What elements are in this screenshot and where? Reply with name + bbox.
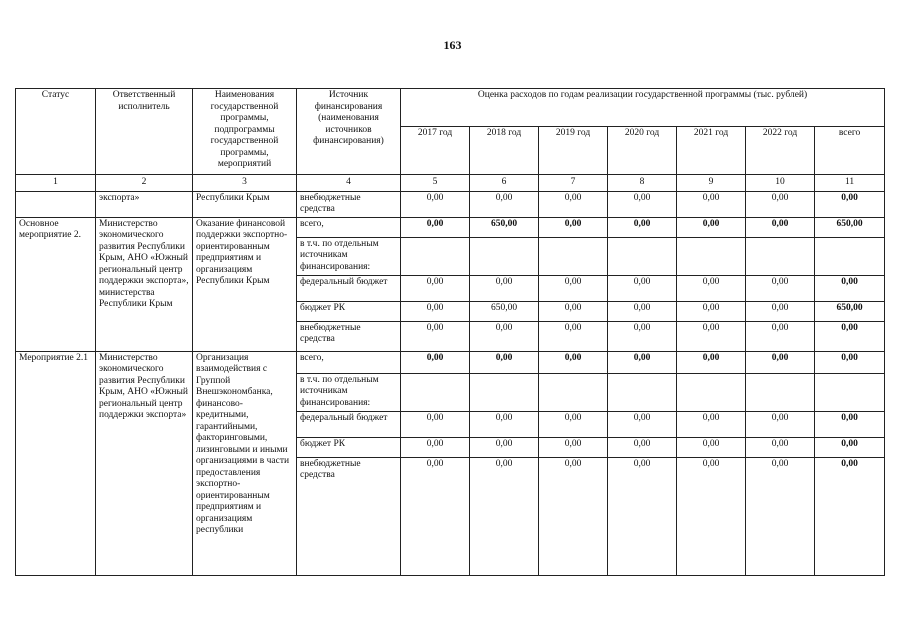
value-cell: 0,00 [401,411,470,437]
value-cell: 0,00 [539,275,608,301]
value-cell: 0,00 [746,351,815,373]
value-cell: 0,00 [401,191,470,217]
value-cell: 0,00 [608,457,677,575]
column-index: 9 [677,175,746,192]
value-cell: 0,00 [677,275,746,301]
value-cell: 0,00 [470,321,539,351]
value-cell: 0,00 [539,191,608,217]
value-cell: 650,00 [470,217,539,237]
value-cell: 0,00 [470,457,539,575]
source-cell: бюджет РК [297,301,401,321]
value-cell: 0,00 [470,275,539,301]
cont-source: внебюджетные средства [297,191,401,217]
value-cell: 0,00 [746,301,815,321]
value-cell: 0,00 [815,351,885,373]
header-source: Источник финансирования (наименования источников финансирования) [297,89,401,175]
value-cell [746,373,815,411]
value-cell: 0,00 [746,457,815,575]
value-cell: 0,00 [608,301,677,321]
value-cell: 0,00 [677,301,746,321]
source-cell: всего, [297,217,401,237]
year-header: 2020 год [608,127,677,175]
header-status: Статус [16,89,96,175]
value-cell: 650,00 [470,301,539,321]
value-cell: 0,00 [608,275,677,301]
value-cell [401,237,470,275]
value-cell: 0,00 [539,321,608,351]
value-cell: 0,00 [746,437,815,457]
year-header: всего [815,127,885,175]
value-cell: 0,00 [608,217,677,237]
value-cell: 0,00 [746,275,815,301]
value-cell [815,237,885,275]
value-cell: 0,00 [815,321,885,351]
value-cell: 0,00 [539,437,608,457]
value-cell: 0,00 [470,411,539,437]
value-cell [815,373,885,411]
value-cell: 0,00 [539,351,608,373]
value-cell [608,373,677,411]
year-header: 2018 год [470,127,539,175]
column-index: 8 [608,175,677,192]
header-executor: Ответственный исполнитель [96,89,193,175]
value-cell: 0,00 [815,411,885,437]
page-number: 163 [443,38,462,52]
value-cell: 650,00 [815,301,885,321]
source-cell: внебюджетные средства [297,457,401,575]
value-cell: 0,00 [470,437,539,457]
value-cell: 0,00 [677,437,746,457]
cont-executor: экспорта» [96,191,193,217]
value-cell: 0,00 [746,321,815,351]
year-header: 2017 год [401,127,470,175]
value-cell: 0,00 [815,275,885,301]
column-index: 7 [539,175,608,192]
value-cell: 0,00 [815,191,885,217]
block1-executor: Министерство экономического развития Республики Крым, АНО «Южный региональный центр поддержки экспорта», министерства Республики Крым [96,217,193,351]
year-header: 2021 год [677,127,746,175]
cont-status [16,191,96,217]
value-cell: 0,00 [608,351,677,373]
value-cell: 0,00 [746,191,815,217]
value-cell: 0,00 [677,217,746,237]
value-cell: 0,00 [470,191,539,217]
value-cell: 0,00 [746,411,815,437]
source-cell: федеральный бюджет [297,275,401,301]
block1-status: Основное мероприятие 2. [16,217,96,351]
value-cell [539,373,608,411]
value-cell: 650,00 [815,217,885,237]
value-cell: 0,00 [608,321,677,351]
value-cell: 0,00 [539,217,608,237]
value-cell: 0,00 [470,351,539,373]
value-cell: 0,00 [677,191,746,217]
value-cell [608,237,677,275]
value-cell: 0,00 [815,457,885,575]
value-cell: 0,00 [608,191,677,217]
value-cell: 0,00 [539,411,608,437]
value-cell [746,237,815,275]
table-row [16,351,885,373]
value-cell: 0,00 [815,437,885,457]
value-cell: 0,00 [677,321,746,351]
value-cell: 0,00 [401,217,470,237]
block2-executor: Министерство экономического развития Республики Крым, АНО «Южный региональный центр поддержки экспорта» [96,351,193,575]
column-index: 10 [746,175,815,192]
value-cell [470,237,539,275]
year-header: 2022 год [746,127,815,175]
value-cell: 0,00 [401,351,470,373]
column-index: 5 [401,175,470,192]
source-cell: всего, [297,351,401,373]
value-cell: 0,00 [608,411,677,437]
value-cell: 0,00 [677,411,746,437]
value-cell: 0,00 [401,275,470,301]
value-cell: 0,00 [608,437,677,457]
column-index: 2 [96,175,193,192]
value-cell [677,373,746,411]
value-cell [677,237,746,275]
value-cell [401,373,470,411]
header-name: Наименования государственной программы, подпрограммы государственной программы, мероприятий [193,89,297,175]
column-index: 4 [297,175,401,192]
block2-status: Мероприятие 2.1 [16,351,96,575]
value-cell: 0,00 [677,351,746,373]
year-header: 2019 год [539,127,608,175]
header-estimate: Оценка расходов по годам реализации государственной программы (тыс. рублей) [401,89,885,127]
block2-name: Организация взаимодействия с Группой Внешэкономбанка, финансово-кредитными, гарантийными, факторинговыми, лизинговыми и иными организациями в части предоставления экспортно-ориентированным предприятиям и организациям республики [193,351,297,575]
column-index: 3 [193,175,297,192]
value-cell: 0,00 [401,301,470,321]
value-cell [539,237,608,275]
value-cell: 0,00 [401,321,470,351]
block1-name: Оказание финансовой поддержки экспортно-ориентированным предприятиям и организациям Республики Крым [193,217,297,351]
source-cell: бюджет РК [297,437,401,457]
value-cell: 0,00 [401,457,470,575]
column-index: 11 [815,175,885,192]
value-cell: 0,00 [746,217,815,237]
column-index: 1 [16,175,96,192]
table-row [16,191,885,217]
source-cell: в т.ч. по отдельным источникам финансирования: [297,237,401,275]
value-cell: 0,00 [539,457,608,575]
column-index: 6 [470,175,539,192]
source-cell: в т.ч. по отдельным источникам финансирования: [297,373,401,411]
budget-table [15,88,885,576]
value-cell: 0,00 [677,457,746,575]
table-row [16,217,885,237]
value-cell: 0,00 [539,301,608,321]
value-cell: 0,00 [401,437,470,457]
value-cell [470,373,539,411]
cont-name: Республики Крым [193,191,297,217]
source-cell: федеральный бюджет [297,411,401,437]
source-cell: внебюджетные средства [297,321,401,351]
